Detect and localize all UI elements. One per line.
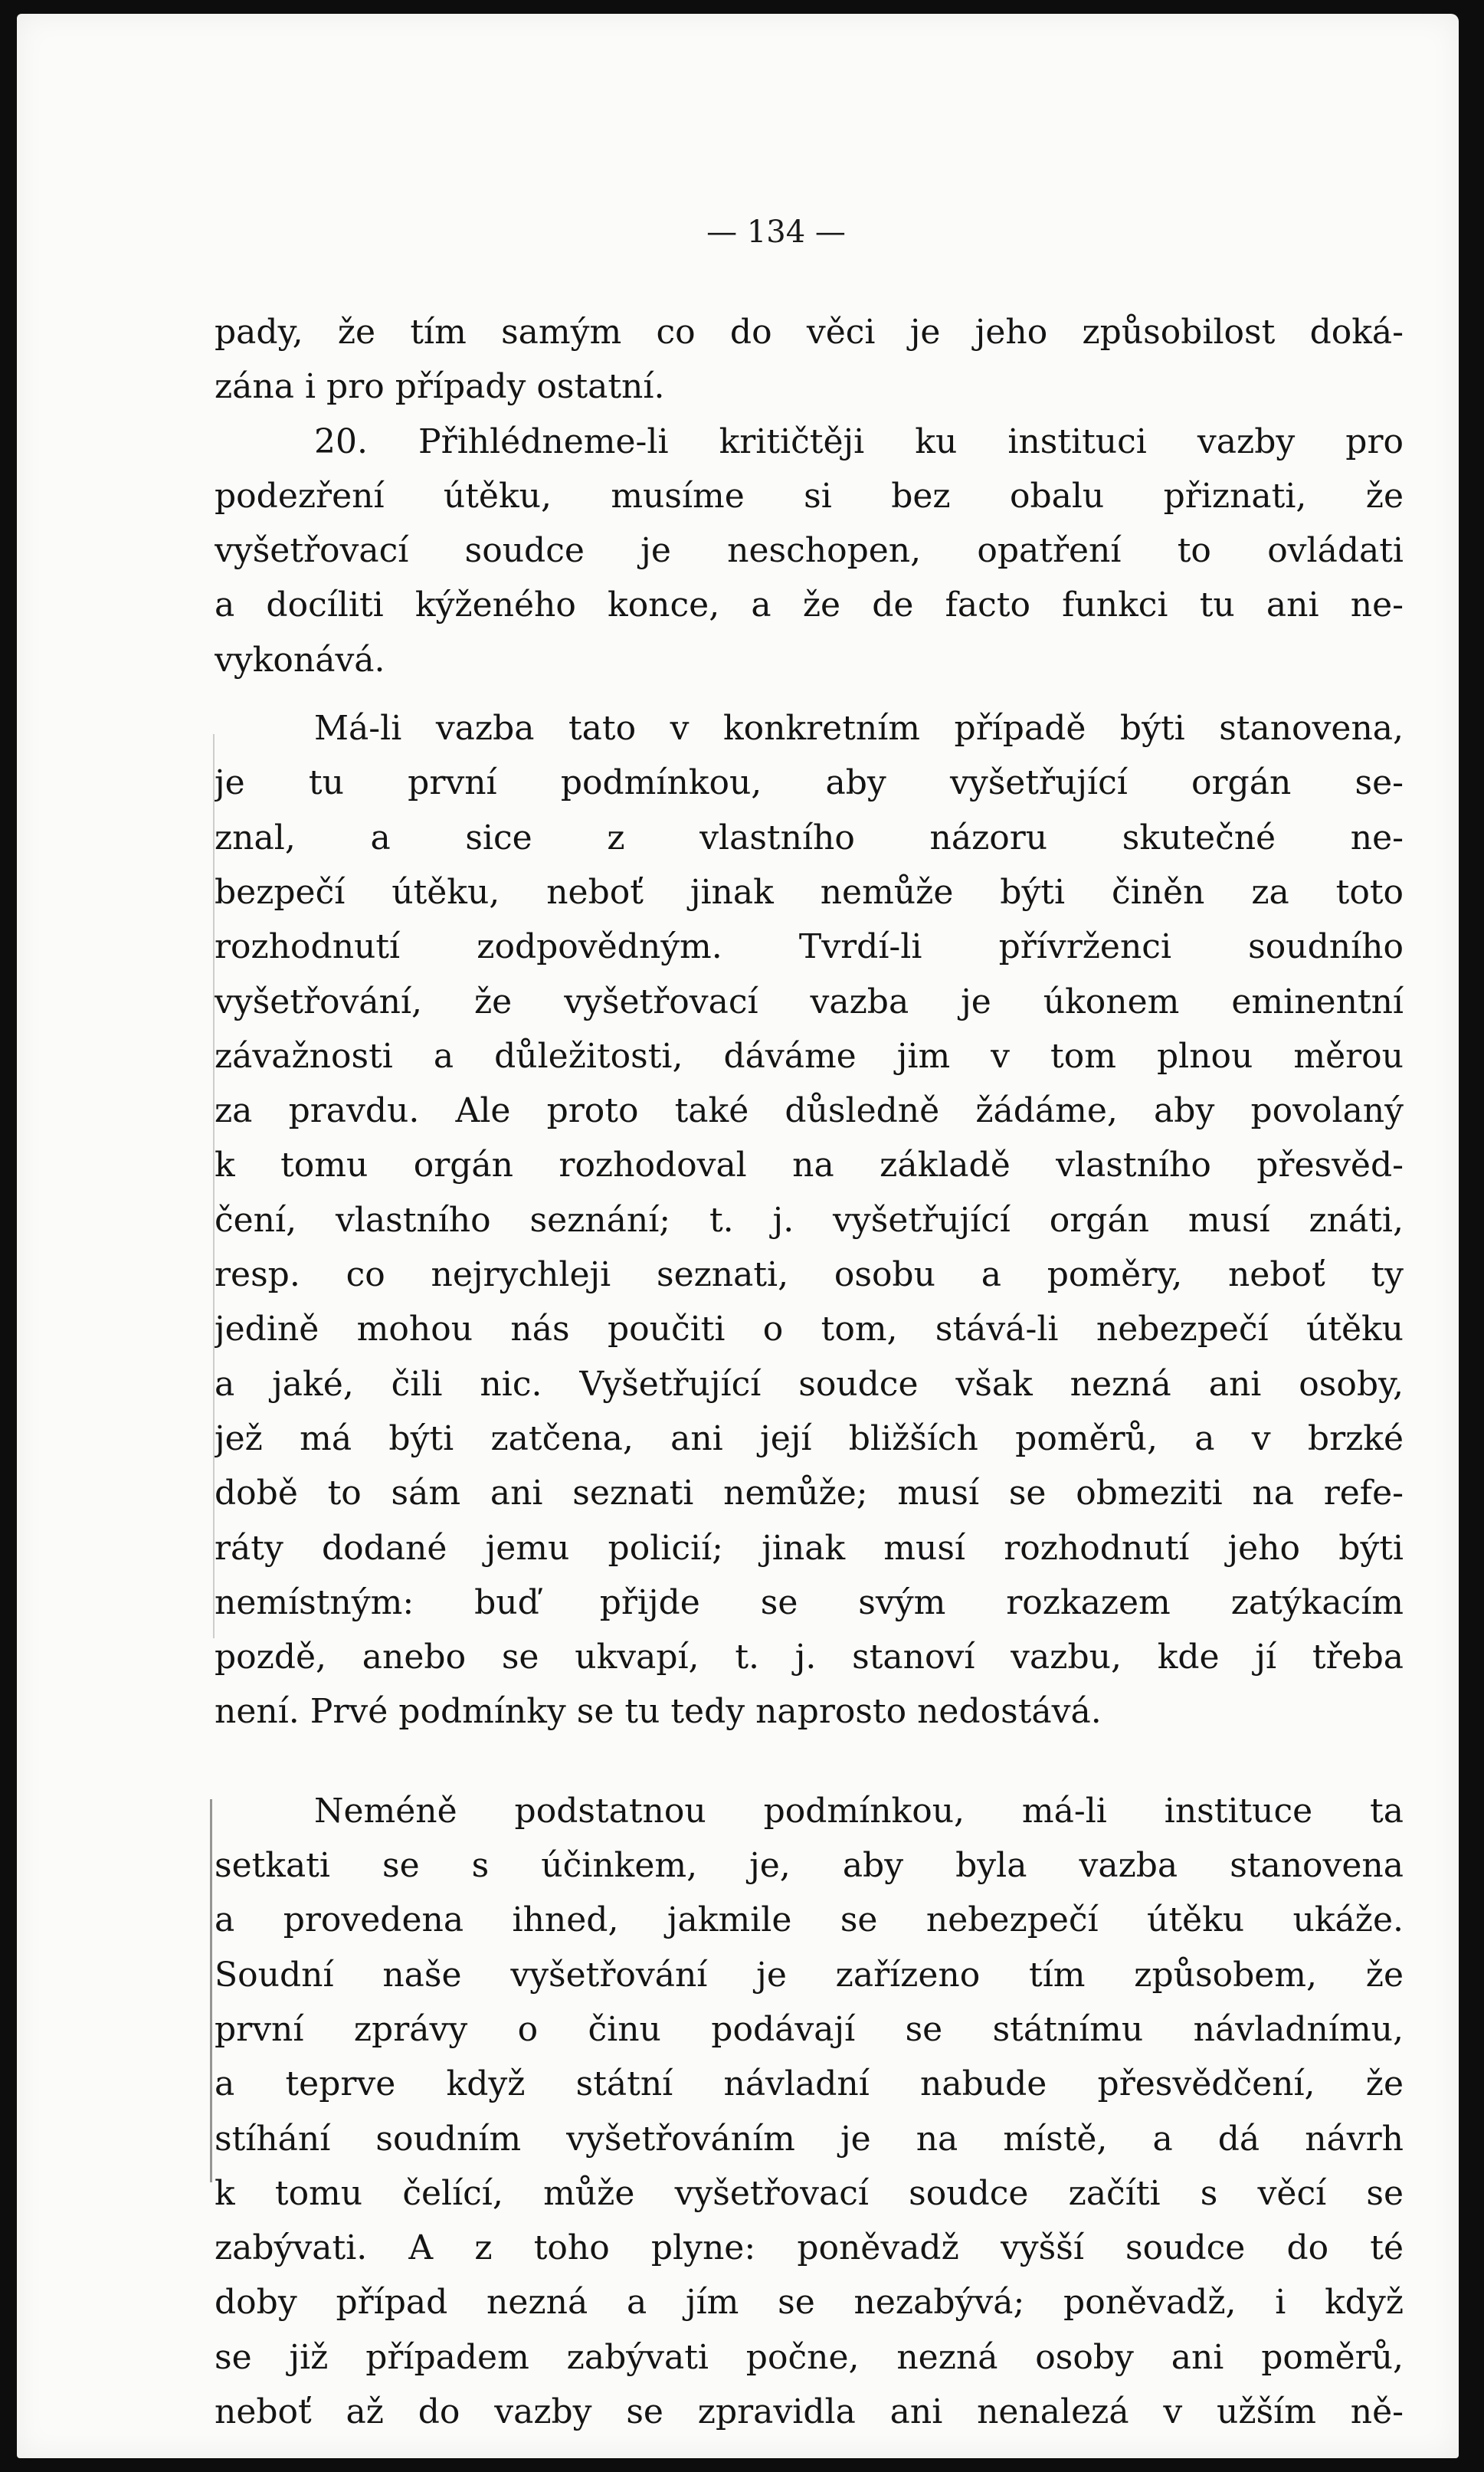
text-line: bezpečí útěku, neboť jinak nemůže býti činěn za toto [215, 872, 1404, 912]
text-line: znal, a sice z vlastního názoru skutečné ne- [215, 818, 1404, 857]
text-line: Soudní naše vyšetřování je zařízeno tím způsobem, že [215, 1955, 1404, 1995]
text-line: není. Prvé podmínky se tu tedy naprosto nedostává. [215, 1692, 1102, 1732]
text-line: pozdě, anebo se ukvapí, t. j. stanoví vazbu, kde jí třeba [215, 1638, 1404, 1677]
text-line: závažnosti a důležitosti, dáváme jim v tom plnou měrou [215, 1036, 1404, 1076]
paragraph-4 [215, 1784, 1404, 2440]
text-line: za pravdu. Ale proto také důsledně žádáme, aby povolaný [215, 1091, 1404, 1131]
text-line: době to sám ani seznati nemůže; musí se obmeziti na refe- [215, 1474, 1404, 1513]
text-line: a jaké, čili nic. Vyšetřující soudce však nezná ani osoby, [215, 1364, 1404, 1404]
text-line: vyšetřovací soudce je neschopen, opatření to ovládati [215, 531, 1404, 571]
text-line: vyšetřování, že vyšetřovací vazba je úkonem eminentní [215, 982, 1404, 1021]
text-line: vykonává. [215, 640, 385, 680]
text-line: Má-li vazba tato v konkretním případě býti stanovena, [314, 709, 1404, 749]
text-line: podezření útěku, musíme si bez obalu přiznati, že [215, 476, 1404, 516]
text-line: rozhodnutí zodpovědným. Tvrdí-li přívrženci soudního [215, 927, 1404, 967]
text-line: stíhání soudním vyšetřováním je na místě, a dá návrh [215, 2119, 1404, 2159]
text-line: resp. co nejrychleji seznati, osobu a poměry, neboť ty [215, 1255, 1404, 1295]
text-line: k tomu orgán rozhodoval na základě vlastního přesvěd- [215, 1146, 1404, 1185]
text-line: 20. Přihlédneme-li kritičtěji ku instituci vazby pro [314, 421, 1404, 461]
text-line: neboť až do vazby se zpravidla ani nenalezá v užším ně- [215, 2392, 1404, 2431]
text-line: se již případem zabývati počne, nezná osoby ani poměrů, [215, 2337, 1404, 2377]
pencil-margin-mark [210, 1799, 212, 2182]
paragraph-1 [215, 305, 1404, 415]
text-line: doby případ nezná a jím se nezabývá; poněvadž, i když [215, 2283, 1404, 2323]
body-text [215, 305, 1404, 2439]
text-line: zána i pro případy ostatní. [215, 367, 665, 407]
pencil-margin-mark [213, 734, 215, 1638]
text-line: čení, vlastního seznání; t. j. vyšetřující orgán musí znáti, [215, 1200, 1404, 1240]
text-line: první zprávy o činu podávají se státnímu návladnímu, [215, 2009, 1404, 2049]
text-line: je tu první podmínkou, aby vyšetřující orgán se- [215, 763, 1404, 803]
text-line: a docíliti kýženého konce, a že de facto funkci tu ani ne- [215, 585, 1404, 625]
text-line: a provedena ihned, jakmile se nebezpečí útěku ukáže. [215, 1900, 1404, 1940]
text-line: Neméně podstatnou podmínkou, má-li instituce ta [314, 1791, 1404, 1831]
paragraph-2 [215, 415, 1404, 687]
text-line: jedině mohou nás poučiti o tom, stává-li nebezpečí útěku [215, 1310, 1404, 1349]
page-number: — 134 — [706, 215, 846, 250]
book-page [17, 14, 1459, 2458]
text-line: nemístným: buď přijde se svým rozkazem zatýkacím [215, 1582, 1404, 1622]
text-line: ráty dodané jemu policií; jinak musí rozhodnutí jeho býti [215, 1528, 1404, 1568]
paragraph-3 [215, 701, 1404, 1739]
text-line: jež má býti zatčena, ani její bližších poměrů, a v brzké [215, 1418, 1404, 1458]
text-line: k tomu čelící, může vyšetřovací soudce začíti s věcí se [215, 2173, 1404, 2213]
text-line: pady, že tím samým co do věci je jeho způsobilost doká- [215, 313, 1404, 352]
text-line: zabývati. A z toho plyne: poněvadž vyšší soudce do té [215, 2228, 1404, 2268]
text-line: a teprve když státní návladní nabude přesvědčení, že [215, 2064, 1404, 2104]
text-line: setkati se s účinkem, je, aby byla vazba stanovena [215, 1846, 1404, 1886]
